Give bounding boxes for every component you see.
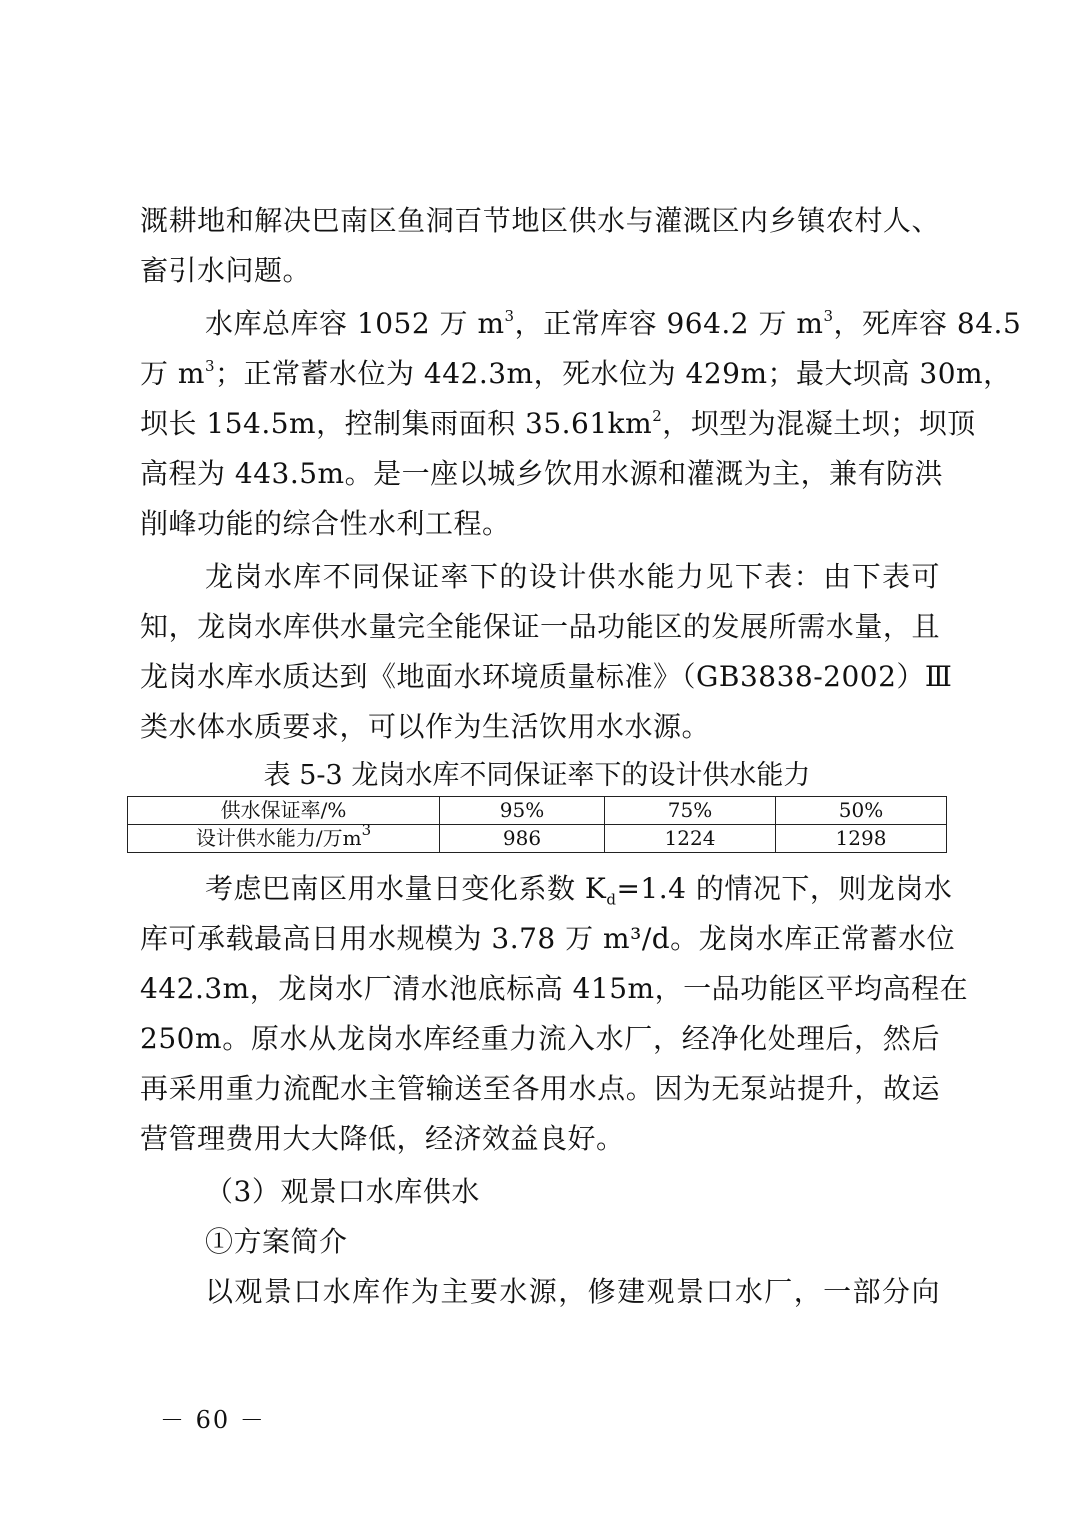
paragraph-4-line-4: 250m。原水从龙岗水库经重力流入水厂，经净化处理后，然后 [140,1022,940,1055]
paragraph-1-line-1: 溉耕地和解决巴南区鱼洞百节地区供水与灌溉区内乡镇农村人、 [140,204,940,237]
text-fragment: ；正常蓄水位为 442.3m，死水位为 429m；最大坝高 30m， [215,357,1012,390]
paragraph-4-line-6: 营管理费用大大降低，经济效益良好。 [140,1122,625,1155]
paragraph-2-line-5: 削峰功能的综合性水利工程。 [140,507,511,540]
row-label: 供水保证率/% [220,798,347,822]
paragraph-4-line-5: 再采用重力流配水主管输送至各用水点。因为无泵站提升，故运 [140,1072,940,1105]
text-fragment: 万 m [140,357,205,390]
superscript: 3 [361,821,372,840]
table-cell: 986 [440,825,605,853]
text-fragment: ，正常库容 964.2 万 m [514,307,824,340]
paragraph-3-line-3: 龙岗水库水质达到《地面水环境质量标准》（GB3838-2002）Ⅲ [140,660,953,693]
paragraph-4-line-2: 库可承载最高日用水规模为 3.78 万 m³/d。龙岗水库正常蓄水位 [140,922,956,955]
paragraph-2-line-1 [205,303,1022,345]
subscript: d [606,890,617,909]
paragraph-1-line-2: 畜引水问题。 [140,254,312,287]
text-fragment: 坝长 154.5m，控制集雨面积 35.61km [140,407,653,440]
table-row-header [128,797,440,825]
supply-capacity-table [127,796,947,853]
paragraph-3-line-4: 类水体水质要求，可以作为生活饮用水水源。 [140,710,711,743]
table-row-header [128,821,440,853]
paragraph-5-line-1: 以观景口水库作为主要水源，修建观景口水厂，一部分向 [205,1275,940,1308]
text-fragment: ，坝型为混凝土坝；坝顶 [662,407,976,440]
section-heading: （3）观景口水库供水 [205,1175,480,1208]
superscript: 3 [204,356,215,375]
table-cell: 1298 [776,825,947,853]
paragraph-2-line-3 [140,403,976,445]
page-number: － 60 － [160,1406,266,1434]
table-cell: 50% [776,797,947,825]
table-caption: 表 5-3 龙岗水库不同保证率下的设计供水能力 [263,760,811,791]
table-row [128,825,947,853]
text-fragment: ，死库容 84.5 [833,307,1022,340]
text-fragment: =1.4 的情况下，则龙岗水 [616,872,953,905]
table-cell: 1224 [605,825,776,853]
paragraph-4-line-1 [205,868,953,910]
table-cell: 75% [605,797,776,825]
superscript: 2 [652,406,663,425]
text-fragment: 考虑巴南区用水量日变化系数 K [205,872,607,905]
paragraph-3-line-2: 知，龙岗水库供水量完全能保证一品功能区的发展所需水量，且 [140,610,940,643]
table-row [128,797,947,825]
paragraph-2-line-2 [140,353,1012,395]
paragraph-2-line-4: 高程为 443.5m。是一座以城乡饮用水源和灌溉为主，兼有防洪 [140,457,944,490]
paragraph-4-line-3: 442.3m，龙岗水厂清水池底标高 415m，一品功能区平均高程在 [140,972,969,1005]
paragraph-3-line-1: 龙岗水库不同保证率下的设计供水能力见下表：由下表可 [205,560,940,593]
subsection-heading: ①方案简介 [205,1225,348,1258]
table-cell: 95% [440,797,605,825]
superscript: 3 [504,306,515,325]
text-fragment: 水库总库容 1052 万 m [205,307,505,340]
superscript: 3 [823,306,834,325]
row-label: 设计供水能力/万m [195,826,362,850]
